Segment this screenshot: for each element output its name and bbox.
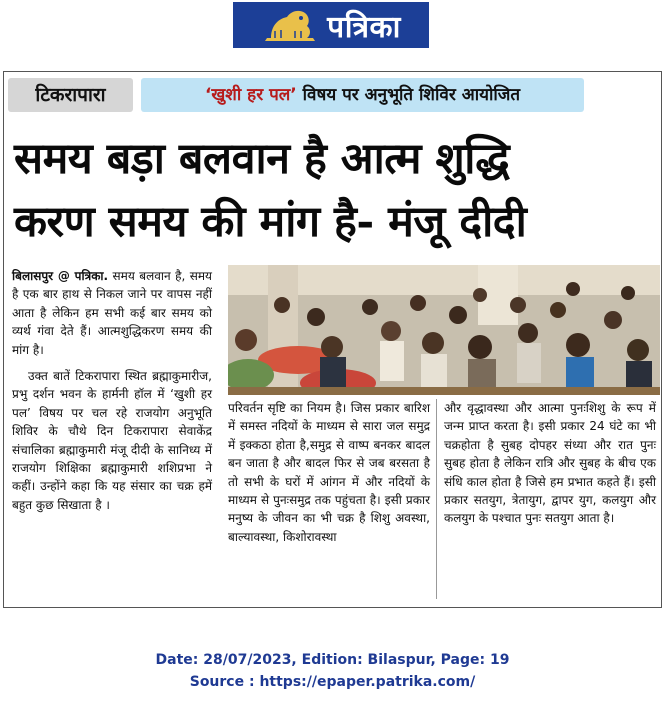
source-line: Source : https://epaper.patrika.com/ [189, 674, 476, 690]
brand-name: पत्रिका [327, 9, 401, 45]
subheading-text: विषय पर अनुभूति शिविर आयोजित [296, 85, 521, 105]
subheading-quote: ‘खुशी हर पल’ [204, 85, 297, 105]
patrika-masthead [233, 2, 429, 48]
headline-line-1: समय बड़ा बलवान है आत्म शुद्धि [14, 134, 510, 184]
column-divider [436, 399, 437, 599]
intro-text: समय बलवान है, समय है एक बार हाथ से निकल जाने पर वापस नहीं आता है लेकिन हम सभी कई बार समय को व्यर्थ गंवा देते हैं। आत्मशुद्धिकरण समय की मांग है। [12, 269, 212, 357]
audience-photo-image [228, 265, 660, 395]
newspaper-clipping [3, 71, 662, 608]
article-column-3: और वृद्धावस्था और आत्मा पुनःशिशु के रूप में जन्म प्राप्त करता है। इसी प्रकार 24 घंटे का भी चक्रहोता है सुबह दोपहर संध्या और रात पुनः सुबह होता है लेकिन रात्रि और सुबह के बीच एक संधि काल होता है जिसे हम प्रभात कहते हैं। इसी प्रकार सतयुग, त्रेतायुग, द्वापर युग, कलयुग और कलयुग के पश्चात पुनः सतयुग आता है। [444, 401, 656, 526]
dateline: बिलासपुर @ पत्रिका. [12, 269, 109, 283]
location-tag: टिकरापारा [8, 78, 133, 112]
intro-paragraph [12, 267, 212, 359]
headline [14, 128, 654, 254]
event-photo [228, 265, 660, 395]
body-paragraph-1: उक्त बातें टिकरापारा स्थित ब्रह्माकुमारीज, प्रभु दर्शन भवन के हार्मनी हॉल में ‘खुशी हर पल’ विषय पर चल रहे राजयोग अनुभूति शिविर के चौथे दिन टिकरापारा सेवाकेंद्र संचालिका ब्रह्माकुमारी मंजू दीदी के सानिध्य में राजयोग शिक्षिका ब्रह्माकुमारी शशिप्रभा ने कहीं। उन्होंने कहा कि यह संसार का चक्र हमें बहुत कुछ सिखाता है । [12, 369, 212, 512]
lion-emblem-icon [261, 5, 319, 45]
subheading [141, 78, 584, 112]
article-column-1 [12, 267, 212, 520]
article-column-2: परिवर्तन सृष्टि का नियम है। जिस प्रकार बारिश में समस्त नदियों के माध्यम से सारा जल समुद्र में इक्कठा होता है,समुद्र से वाष्प बनकर बादल बन जाता है और बादल फिर से जब बरसता है तो सभी के घरों में आंगन में और नदियों के माध्यम से पुनःसमुद्र तक पहुंचता है। इसी प्रकार मनुष्य के जीवन का भी चक्र है शिशु अवस्था, बाल्यावस्था, किशोरावस्था [228, 401, 430, 544]
subheading-bar [8, 78, 658, 112]
headline-line-2: करण समय की मांग है- मंजू दीदी [14, 197, 527, 247]
date-line: Date: 28/07/2023, Edition: Bilaspur, Page: 19 [155, 652, 510, 668]
